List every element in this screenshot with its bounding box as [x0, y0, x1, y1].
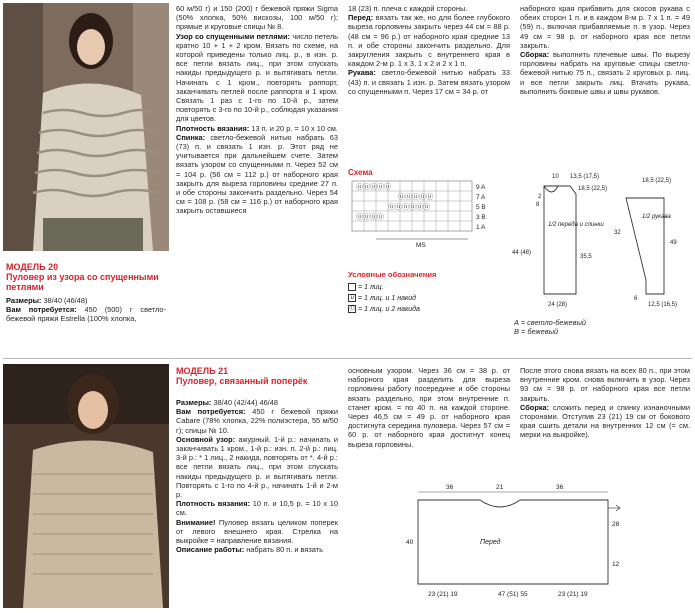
row-label: 5 B — [476, 204, 486, 211]
model20-col1 — [6, 296, 166, 324]
dim: 32 — [614, 230, 621, 236]
density-label: Плотность вязания: — [176, 123, 250, 133]
desc-text: набрать 80 п. и вязать — [244, 545, 323, 555]
dim: 44 (48) — [512, 250, 532, 256]
attention-text: Пуловер вязать целиком поперек от левого внешнего края. Стрелка на выкройке = направление вязания. — [176, 517, 338, 546]
piece-label: 1/2 рукава — [642, 214, 671, 220]
divider — [3, 358, 692, 359]
sleeve-label: Рукава: — [348, 68, 376, 78]
model20-photo — [3, 3, 169, 251]
assembly-label: Сборка: — [520, 50, 550, 60]
dim: 40 — [406, 539, 414, 546]
scheme-grid — [348, 177, 508, 249]
scheme-chart — [348, 168, 508, 248]
row-label: 9 A — [476, 184, 486, 191]
sizes-label: Размеры: — [6, 296, 42, 305]
back-text: светло-бежевой нитью набрать 63 (73) п. и связать 1 изн. р. Этот ряд не учитывается при дальнейшем счете. Затем вязать узором со спущенными п. Через 52 см = 104 р. (56 см = 112 р.) от наборного края закрыть для выреза горловины средние 27 п. и обе стороны закончить раздельно. Через 54 см = 108 р. (58 см = 116 р.) от наборного края закрыть оставшиеся — [176, 132, 338, 216]
assembly-text: выполнить плечевые швы. По вырезу горловины набрать на круговые спицы светло-бежевой нитью 75 п., связать 2 круговых р. лиц. и все петли закрыть лиц. Втачать рукава, выполнить боковые швы и швы рукавов. — [520, 50, 690, 96]
row-label: 3 B — [476, 214, 486, 221]
legend-item: = 1 лиц. — [348, 282, 508, 293]
model20-title: МОДЕЛЬ 20 — [6, 262, 59, 272]
dim: 49 — [670, 240, 677, 246]
shoulder-text: 18 (23) п. плеча с каждой стороны. — [348, 4, 468, 13]
need-value: 450 г бежевой пряжи Cabare (78% хлопка, 22% полиэстера, 55 м/50 г); спицы № 10. — [176, 407, 338, 435]
model21-col2 — [348, 366, 510, 449]
dim: 23 (21) 19 — [428, 591, 458, 598]
dim: 47 (51) 55 — [498, 591, 528, 598]
need-value: 450 (500) г светло-бежевой пряжи Estrella (100% хлопка, — [6, 305, 167, 324]
model20-col4 — [520, 4, 690, 96]
density-text: 10 п. и 10,5 р. = 10 х 10 см. — [176, 499, 339, 518]
model21-subtitle: Пуловер, связанный поперёк — [176, 376, 308, 386]
base-text: ажурный. 1-й р.: начинать и заканчивать 1 кром., 1-й р.: изн. п. 2-й р.: лиц. 3-й р.: * 1 лиц., 2 накида, повторять от *. 4-й р.: все петли вязать лиц., при этом спускать накиды предыдущего р. и вытягивать петли. Повторять с 1-го по 4-й р., начинать 1-й и 2-м р. — [176, 434, 338, 500]
density-label: Плотность вязания: — [176, 499, 250, 509]
knit-icon — [348, 283, 356, 291]
dim: 2 — [538, 194, 542, 200]
model21-col3 — [520, 366, 690, 440]
model21-photo — [3, 364, 169, 608]
assembly-label: Сборка: — [520, 402, 550, 412]
color-b: B = бежевый — [514, 327, 559, 337]
model21-col2-text: основным узором. Через 36 см = 38 р. от наборного края разделить для выреза горловины работу посередине и обе стороны вязать раздельно, при этом внутренние п. станет кром. = по 40 п. на каждой стороне. Через 46,5 см = 49 р. от наборного края достигнута середина пуловера. Через 57 см = 60 р. от наборного края достигнут конец выреза горловины. — [348, 366, 510, 449]
piece-label: 1/2 переда и спинки — [548, 222, 604, 228]
front-label: Перед: — [348, 13, 374, 23]
dim: 12 — [612, 561, 620, 568]
pattern-text: число петель кратно 10 + 1 + 2 кром. Вязать по схеме, на которой приведены только лиц. р., в изн. р. все петли вязать лиц., при этом спускать накиды предыдущего р. и вытягивать петли. Начинать с 1 кром., повторять раппорт, заканчивать петлей после раппорта и 1 кром. Связать 1 раз с 1-го по 10-й р., затем повторять с 3-го по 10-й р., соблюдая указания для цветов. — [176, 31, 339, 124]
dim: 10 — [552, 174, 559, 180]
materials-text: 60 м/50 г) и 150 (200) г бежевой пряжи Sigma (50% хлопка, 50% вискозы, 100 м/50 г); прямые и круговые спицы № 8. — [176, 4, 338, 32]
assembly-text: сложить перед и спинку изнаночными сторонами. Отступив 23 (21) 19 см от бокового края сшить детали на внутренних 12 см (= см. мерки на выкройке). — [520, 402, 690, 440]
pattern-label: Узор со спущенными петлями: — [176, 31, 291, 41]
dim: 12,5 (16,5) — [648, 302, 678, 308]
dim: 18,5 (22,5) — [642, 178, 672, 184]
yarn-over-icon: ∪ — [349, 295, 355, 302]
model20-col3 — [348, 4, 510, 96]
attention-label: Внимание! — [176, 517, 216, 527]
sizes-label: Размеры: — [176, 398, 212, 407]
model20-subtitle: Пуловер из узора со спущенными петлями — [6, 272, 159, 292]
sizes-value: 38/40 (42/44) 46/48 — [211, 398, 278, 407]
sleeve-text: светло-бежевой нитью набрать 33 (43) п. и связать 1 изн. р. Затем вязать узором со спущенными п. Через 17 см = 34 р. от — [348, 68, 510, 96]
model21-title: МОДЕЛЬ 21 — [176, 366, 229, 376]
desc-label: Описание работы: — [176, 545, 245, 555]
back-label: Спинка: — [176, 132, 206, 142]
dim: 13,5 (17,5) — [570, 174, 600, 180]
legend-item: Ⓤ = 1 лиц. и 2 накида — [349, 306, 420, 313]
svg-text:ⓤⓤⓤⓤⓤ: ⓤⓤⓤⓤⓤ — [356, 184, 391, 191]
dim: 24 (28) — [548, 302, 568, 308]
dim: 8 — [536, 202, 540, 208]
dim: 6 — [634, 296, 638, 302]
model20-col2 — [176, 4, 338, 216]
sleeve-cont-text: наборного края прибавить для скосов рукава с обеих сторон 1 п. и в каждом 8-м р. 7 х 1 п. = 49 (59) п., включая прибавляемые п. в узор. Через 49 см = 98 р. от наборного края все петли закрыть. — [520, 4, 690, 50]
front-text: вязать так же, но для более глубокого выреза горловины закрыть через 44 см = 88 р. (48 см = 96 р.) от наборного края средние 13 п. и обе стороны закончить раздельно. Для закругления закрыть с внутреннего края в каждом 2-м р. 1 х 3, 1 х 2 и 2 х 1 п. — [348, 13, 510, 69]
dim: 36 — [446, 484, 454, 491]
piece-label: Перед — [480, 539, 501, 546]
color-legend — [514, 318, 684, 336]
svg-text:ⓤⓤⓤⓤ: ⓤⓤⓤⓤ — [356, 214, 384, 221]
density-text: 13 п. и 20 р. = 10 х 10 см. — [249, 123, 338, 133]
model21-diagram — [380, 478, 630, 608]
svg-text:ⓤⓤⓤⓤⓤⓤ: ⓤⓤⓤⓤⓤⓤ — [388, 204, 430, 211]
dim: 23 (21) 19 — [558, 591, 588, 598]
dim: 36 — [556, 484, 564, 491]
model21-col1 — [176, 398, 338, 554]
scheme-title: Схема — [348, 168, 373, 177]
model21-col3-text: После этого снова вязать на всех 80 п., при этом внутренние кром. снова включить в узор. Через 93 см = 98 р. от наборного края все петли закрыть. — [520, 366, 690, 403]
svg-text:ⓤⓤⓤⓤⓤ: ⓤⓤⓤⓤⓤ — [398, 194, 433, 201]
need-label: Вам потребуется: — [176, 407, 246, 417]
need-label: Вам потребуется: — [6, 305, 77, 315]
sizes-value: 38/40 (46/48) — [41, 296, 88, 305]
row-label: 1 A — [476, 224, 486, 231]
pattern-sleeve — [612, 168, 692, 318]
base-label: Основной узор: — [176, 434, 236, 444]
legend-item: ∪ = 1 лиц. и 1 накид — [349, 295, 417, 302]
ms-label: MS — [416, 242, 426, 249]
dim: 21 — [496, 484, 504, 491]
dim: 28 — [612, 521, 620, 528]
pattern-front-back — [512, 168, 610, 318]
dim: 35,5 — [580, 254, 592, 260]
color-a: A = светло-бежевый — [514, 318, 587, 327]
dim: 18,5 (22,5) — [578, 186, 608, 192]
double-yarn-over-icon: Ⓤ — [349, 306, 356, 313]
legend — [348, 270, 508, 315]
row-label: 7 A — [476, 194, 486, 201]
legend-title: Условные обозначения — [348, 270, 437, 279]
